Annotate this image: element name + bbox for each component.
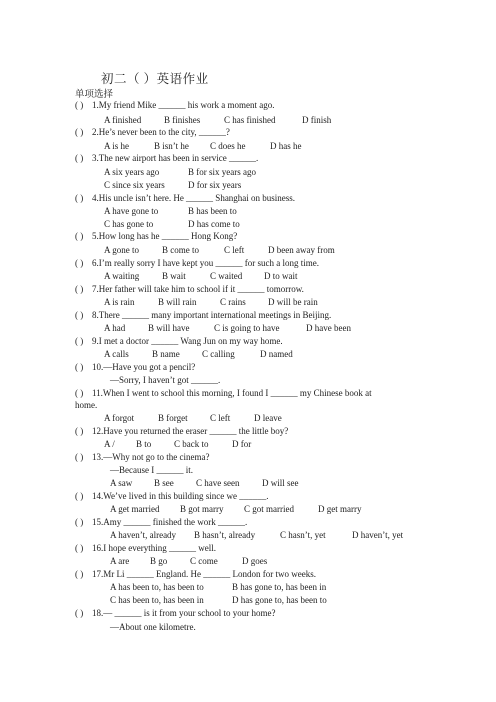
question-5: ( ) 5.How long has he ______ Hong Kong? xyxy=(75,231,238,241)
question-13: ( ) 13.—Why not go to the cinema? xyxy=(75,452,210,462)
question-12: ( ) 12.Have you returned the eraser ______ the little boy? xyxy=(75,426,289,436)
question-14: ( ) 14.We’ve lived in this building since we ______. xyxy=(75,491,269,501)
question-6: ( ) 6.I’m really sorry I have kept you ______ for such a long time. xyxy=(75,258,319,268)
question-2: ( ) 2.He’s never been to the city, ______? xyxy=(75,127,230,137)
question-9: ( ) 9.I met a doctor ______ Wang Jun on my way home. xyxy=(75,336,283,346)
question-11: ( ) 11.When I went to school this morning, I found I ______ my Chinese book at xyxy=(75,388,372,398)
question-15: ( ) 15.Amy ______ finished the work ______. xyxy=(75,517,248,527)
question-4: ( ) 4.His uncle isn’t here. He ______ Shanghai on business. xyxy=(75,193,296,203)
section-heading: 单项选择 xyxy=(75,90,114,100)
question-18: ( ) 18.— ______ is it from your school to your home? xyxy=(75,608,276,618)
question-10-answer-line: —Sorry, I haven’t got ______. xyxy=(110,375,221,385)
question-7: ( ) 7.Her father will take him to school if it ______ tomorrow. xyxy=(75,284,304,294)
question-3: ( ) 3.The new airport has been in service ______. xyxy=(75,153,259,163)
question-11-continued: home. xyxy=(75,400,98,410)
question-13-answer-line: —Because I ______ it. xyxy=(110,465,193,475)
page-title: 初二（ ）英语作业 xyxy=(101,72,209,86)
question-16: ( ) 16.I hope everything ______ well. xyxy=(75,543,216,553)
question-18-answer-line: —About one kilometre. xyxy=(110,622,196,632)
question-10: ( ) 10.—Have you got a pencil? xyxy=(75,362,196,372)
question-17: ( ) 17.Mr Li ______ England. He ______ London for two weeks. xyxy=(75,569,316,579)
question-1: ( ) 1.My friend Mike ______ his work a moment ago. xyxy=(75,100,275,110)
question-8: ( ) 8.There ______ many important international meetings in Beijing. xyxy=(75,310,332,320)
